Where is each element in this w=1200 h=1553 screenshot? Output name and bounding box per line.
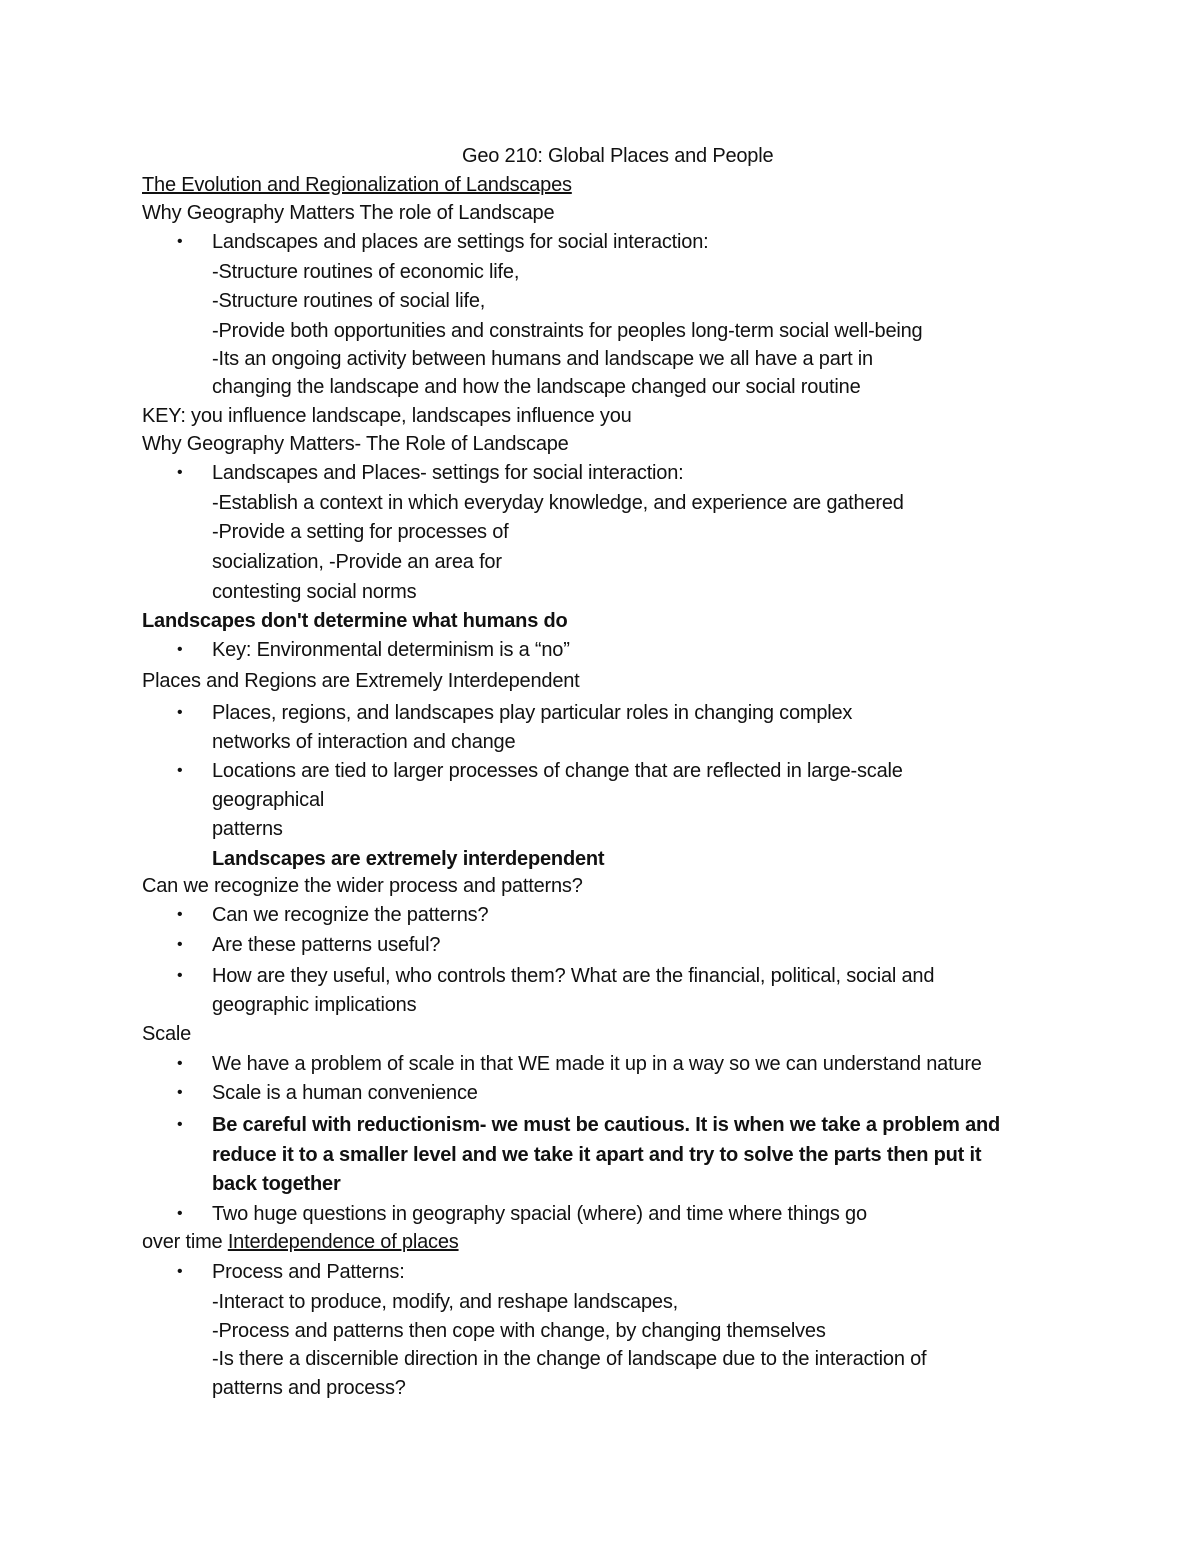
text-line: -Is there a discernible direction in the change of landscape due to the interaction of [212,1348,927,1370]
text-line: Why Geography Matters- The Role of Landscape [142,433,569,455]
text-line: Process and Patterns: [212,1261,405,1283]
text-line: geographical [212,789,325,811]
bullet-icon: • [177,906,183,923]
text-line: Are these patterns useful? [212,934,441,956]
text-line: -Its an ongoing activity between humans and landscape we all have a part in [212,348,873,370]
text-line-bold: Landscapes are extremely interdependent [212,848,605,870]
text-line-bold: reduce it to a smaller level and we take it apart and try to solve the parts then put it [212,1144,982,1166]
text-line: Can we recognize the patterns? [212,904,489,926]
text-line: -Interact to produce, modify, and reshape landscapes, [212,1291,678,1313]
bullet-icon: • [177,1055,183,1072]
bullet-icon: • [177,1084,183,1101]
text-line: We have a problem of scale in that WE made it up in a way so we can understand nature [212,1053,982,1075]
text-line: changing the landscape and how the landscape changed our social routine [212,376,861,398]
text-line-bold: back together [212,1173,341,1195]
text-line: -Provide both opportunities and constraints for peoples long-term social well-being [212,320,923,342]
bullet-icon: • [177,641,183,658]
text-line: -Establish a context in which everyday knowledge, and experience are gathered [212,492,904,514]
text-line-bold: Be careful with reductionism- we must be cautious. It is when we take a problem and [212,1114,1001,1136]
text-line: -Structure routines of economic life, [212,261,520,283]
text-line: -Structure routines of social life, [212,290,486,312]
text-line: Places, regions, and landscapes play particular roles in changing complex [212,702,853,724]
text-line: Landscapes and places are settings for social interaction: [212,231,709,253]
document-title: Geo 210: Global Places and People [462,145,774,167]
bullet-icon: • [177,704,183,721]
text-fragment: over time [142,1231,228,1253]
section-heading: The Evolution and Regionalization of Landscapes [142,174,572,196]
subheading-interdependence: Interdependence of places [227,1231,459,1253]
text-line: Landscapes and Places- settings for social interaction: [212,462,684,484]
text-line: -Process and patterns then cope with change, by changing themselves [212,1320,826,1342]
bullet-icon: • [177,1263,183,1280]
bullet-icon: • [177,762,183,779]
text-line: Scale [142,1023,192,1045]
text-line: Key: Environmental determinism is a “no” [212,639,570,661]
bullet-icon: • [177,936,183,953]
text-line: -Provide a setting for processes of [212,521,509,543]
text-line: geographic implications [212,994,417,1016]
text-line: How are they useful, who controls them? What are the financial, political, social and [212,965,935,987]
bullet-icon: • [177,464,183,481]
text-line: KEY: you influence landscape, landscapes influence you [142,405,632,427]
bullet-icon: • [177,233,183,250]
bullet-icon: • [177,967,183,984]
text-line: Can we recognize the wider process and patterns? [142,875,583,897]
text-line: Locations are tied to larger processes of change that are reflected in large-scale [212,760,903,782]
text-line: patterns [212,818,283,840]
text-line [142,1230,459,1254]
bullet-icon: • [177,1205,183,1222]
text-line: Why Geography Matters The role of Landscape [142,202,555,224]
text-line: contesting social norms [212,581,417,603]
text-line: Scale is a human convenience [212,1082,478,1104]
bullet-icon: • [177,1116,183,1133]
text-line: patterns and process? [212,1377,406,1399]
text-line: socialization, -Provide an area for [212,551,502,573]
text-line: networks of interaction and change [212,731,516,753]
text-line-bold: Landscapes don't determine what humans do [142,610,568,632]
text-line: Places and Regions are Extremely Interdependent [142,670,580,692]
text-line: Two huge questions in geography spacial (where) and time where things go [212,1203,867,1225]
